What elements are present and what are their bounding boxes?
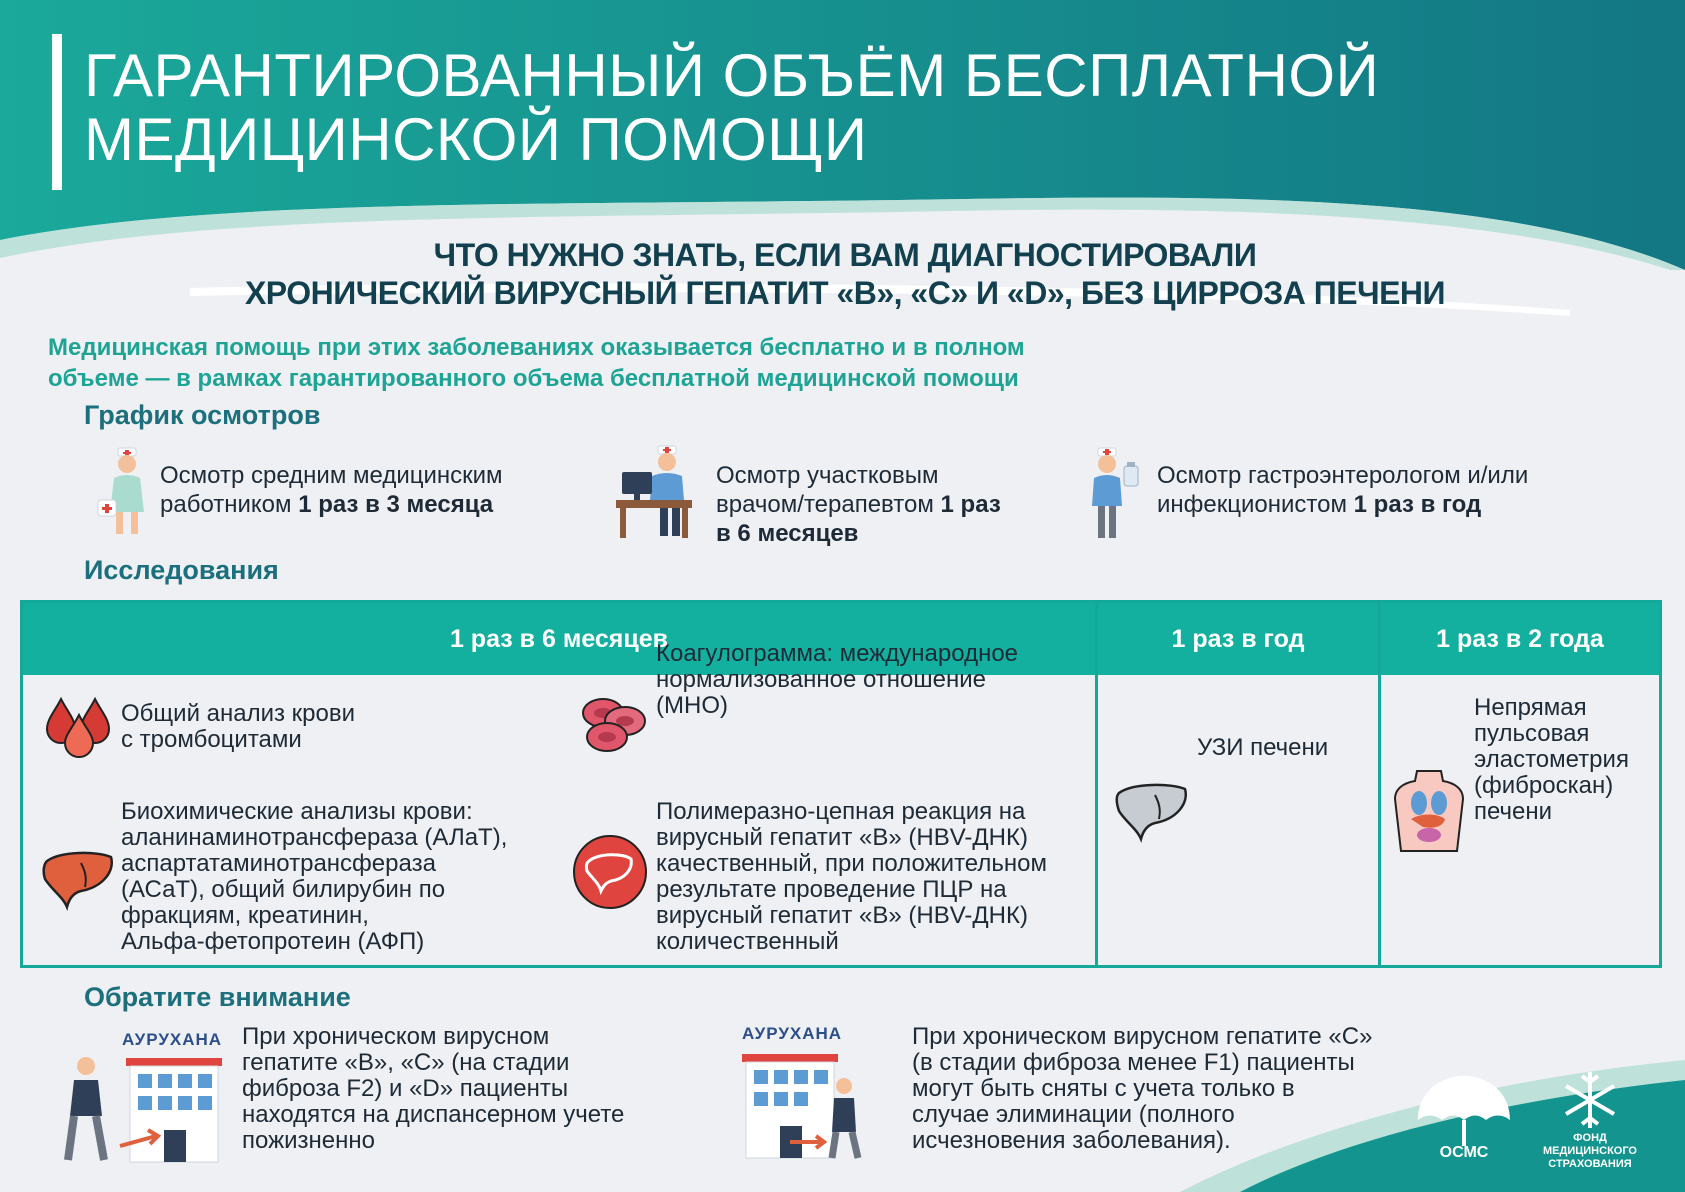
patient-leaving-hospital-icon xyxy=(740,1046,870,1162)
attention-title: Обратите внимание xyxy=(84,982,351,1012)
pcr-line-5: вирусный гепатит «В» (HBV-ДНК) xyxy=(656,902,1028,929)
fibro-line-1: Непрямая xyxy=(1474,694,1587,721)
virus-liver-icon xyxy=(571,833,649,911)
patient-entering-hospital-icon xyxy=(60,1050,230,1166)
subtitle-line-1: ЧТО НУЖНО ЗНАТЬ, ЕСЛИ ВАМ ДИАГНОСТИРОВАЛИ xyxy=(433,237,1257,273)
elastometry-text xyxy=(1474,695,1664,825)
title-accent-bar xyxy=(52,34,62,190)
cbc-line-1: Общий анализ крови xyxy=(121,700,356,727)
snowflake-logo-icon xyxy=(1562,1070,1618,1130)
fund-line-3: СТРАХОВАНИЯ xyxy=(1548,1158,1632,1170)
visit-therapist-text xyxy=(716,461,1046,548)
pcr-text xyxy=(656,799,1096,955)
torso-organs-icon xyxy=(1393,769,1465,853)
cbc-text xyxy=(121,701,541,753)
biochem-line-6: Альфа-фетопротеин (АФП) xyxy=(121,928,425,955)
hospital-sign: АУРУХАНА xyxy=(122,1030,223,1049)
coag-line-3: (МНО) xyxy=(656,692,728,719)
fibro-line-4: (фиброскан) xyxy=(1474,772,1614,799)
note1-line-5: пожизненно xyxy=(242,1127,375,1154)
fibro-line-2: пульсовая xyxy=(1474,720,1590,747)
hospital-sign: АУРУХАНА xyxy=(742,1024,843,1043)
fund-line-1: ФОНД xyxy=(1573,1132,1607,1144)
studies-table xyxy=(20,600,1662,968)
visit-therapist-line-2: врачом/терапевтом xyxy=(716,491,941,518)
visit-nurse-line-1: Осмотр средним медицинским xyxy=(160,462,503,489)
coag-line-1: Коагулограмма: международное xyxy=(656,640,1019,667)
note2-line-4: случае элиминации (полного xyxy=(912,1101,1235,1128)
intro-text xyxy=(48,332,1298,394)
header-every-2-years: 1 раз в 2 года xyxy=(1436,625,1604,653)
subtitle xyxy=(190,236,1500,312)
page-title xyxy=(84,44,1584,172)
header-every-6-months: 1 раз в 6 месяцев xyxy=(449,625,669,653)
pcr-line-6: количественный xyxy=(656,928,839,955)
visit-nurse-frequency: 1 раз в 3 месяца xyxy=(298,491,494,518)
biochem-line-2: аланинаминотрансфераза (АЛаТ), xyxy=(121,824,508,851)
pcr-line-1: Полимеразно-цепная реакция на xyxy=(656,798,1026,825)
header-yearly: 1 раз в год xyxy=(1171,625,1305,653)
visit-specialist-line-2: инфекционистом xyxy=(1157,491,1354,518)
visit-specialist-frequency: 1 раз в год xyxy=(1353,491,1482,518)
column-divider xyxy=(1378,603,1381,965)
umbrella-logo-icon xyxy=(1414,1072,1514,1152)
osms-logo-text: ОСМС xyxy=(1439,1144,1489,1161)
title-line-1: ГАРАНТИРОВАННЫЙ ОБЪЁМ БЕСПЛАТНОЙ xyxy=(84,42,1380,109)
biochem-line-5: фракциям, креатинин, xyxy=(121,902,369,929)
visit-therapist-frequency-b: в 6 месяцев xyxy=(716,520,859,547)
doctor-desk-icon xyxy=(616,444,692,540)
note2-line-2: (в стадии фиброза менее F1) пациенты xyxy=(912,1049,1355,1076)
note-deregistration-text xyxy=(912,1024,1432,1154)
visit-therapist-frequency-a: 1 раз xyxy=(940,491,1001,518)
visit-nurse-text xyxy=(160,461,580,519)
visit-therapist-line-1: Осмотр участковым xyxy=(716,462,939,489)
coag-line-2: нормализованное отношение xyxy=(656,666,987,693)
visit-nurse-line-2: работником xyxy=(160,491,299,518)
blood-cells-icon xyxy=(579,691,649,757)
title-line-2: МЕДИЦИНСКОЙ ПОМОЩИ xyxy=(84,106,868,173)
note2-line-1: При хроническом вирусном гепатите «С» xyxy=(912,1023,1373,1050)
intro-line-2: объеме — в рамках гарантированного объема бесплатной медицинской помощи xyxy=(48,365,1019,392)
biochemistry-text xyxy=(121,799,561,955)
pcr-line-2: вирусный гепатит «В» (HBV-ДНК) xyxy=(656,824,1028,851)
ultrasound-text: УЗИ печени xyxy=(1197,734,1329,761)
nurse-icon xyxy=(96,446,156,538)
biochem-line-3: аспартатаминотрансфераза xyxy=(121,850,436,877)
intro-line-1: Медицинская помощь при этих заболеваниях оказывается бесплатно и в полном xyxy=(48,334,1025,361)
fibro-line-3: эластометрия xyxy=(1474,746,1629,773)
note1-line-2: гепатите «В», «С» (на стадии xyxy=(242,1049,570,1076)
specialist-doctor-icon xyxy=(1090,446,1144,540)
note1-line-3: фиброза F2) и «D» пациенты xyxy=(242,1075,569,1102)
fund-line-2: МЕДИЦИНСКОГО xyxy=(1543,1145,1637,1157)
subtitle-line-2: ХРОНИЧЕСКИЙ ВИРУСНЫЙ ГЕПАТИТ «В», «С» И «D», БЕЗ ЦИРРОЗА ПЕЧЕНИ xyxy=(244,275,1446,311)
schedule-title: График осмотров xyxy=(84,400,321,430)
cbc-line-2: с тромбоцитами xyxy=(121,726,302,753)
note-lifelong-text xyxy=(242,1024,682,1154)
liver-icon xyxy=(41,849,115,911)
note2-line-5: исчезновения заболевания). xyxy=(912,1127,1231,1154)
biochem-line-1: Биохимические анализы крови: xyxy=(121,798,473,825)
note1-line-1: При хроническом вирусном xyxy=(242,1023,550,1050)
note2-line-3: могут быть сняты с учета только в xyxy=(912,1075,1295,1102)
studies-title: Исследования xyxy=(84,555,279,585)
pcr-line-4: результате проведение ПЦР на xyxy=(656,876,1007,903)
visit-specialist-text xyxy=(1157,461,1637,519)
coagulogram-text xyxy=(656,641,1076,719)
liver-ultrasound-icon xyxy=(1113,781,1189,843)
pcr-line-3: качественный, при положительном xyxy=(656,850,1047,877)
visit-specialist-line-1: Осмотр гастроэнтерологом и/или xyxy=(1157,462,1529,489)
blood-drops-icon xyxy=(45,695,113,759)
note1-line-4: находятся на диспансерном учете xyxy=(242,1101,625,1128)
fund-logo-text xyxy=(1534,1132,1646,1171)
fibro-line-5: печени xyxy=(1474,798,1553,825)
biochem-line-4: (АСаТ), общий билирубин по xyxy=(121,876,446,903)
